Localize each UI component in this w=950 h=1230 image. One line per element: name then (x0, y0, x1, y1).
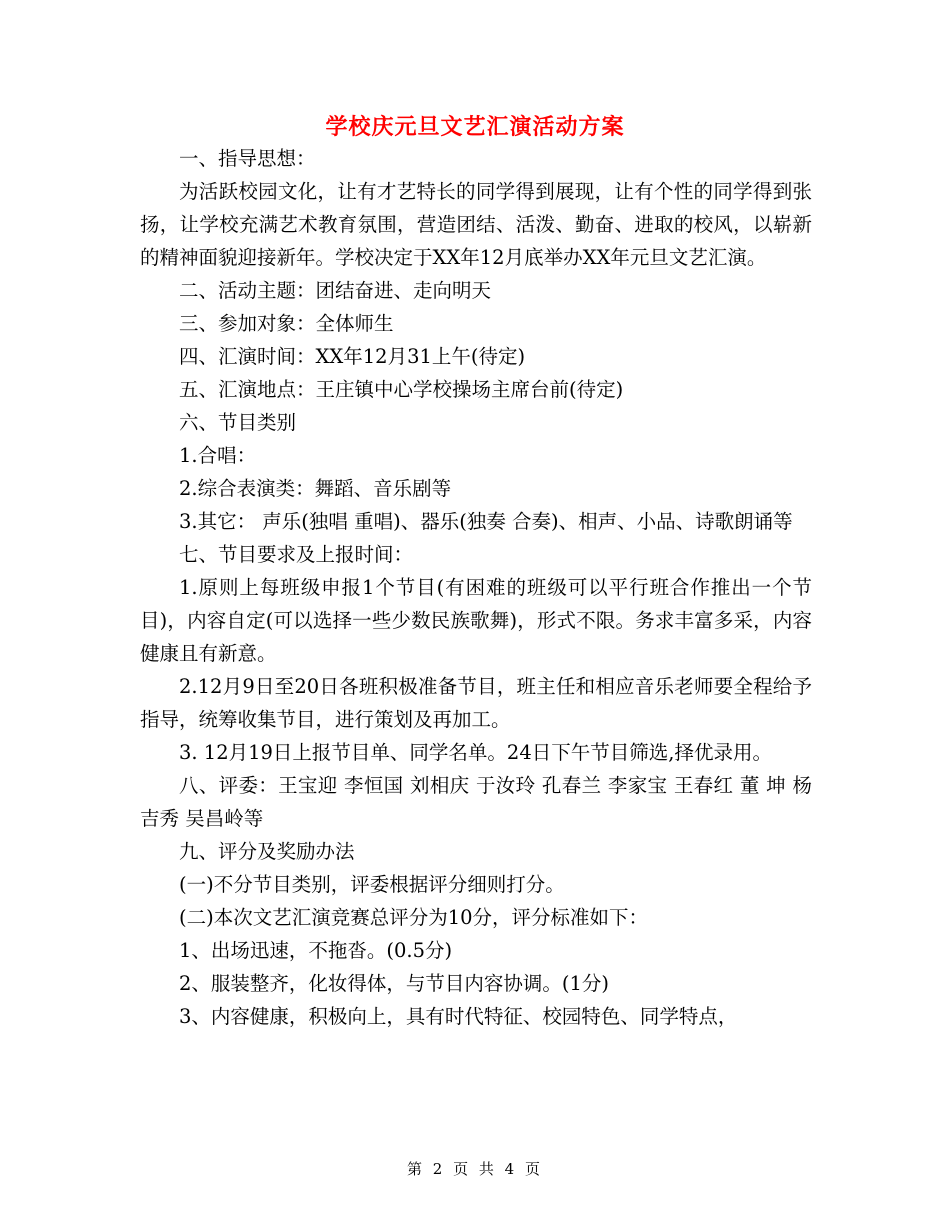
document-title: 学校庆元旦文艺汇演活动方案 (325, 114, 625, 140)
paragraph: 2、服装整齐，化妆得体，与节目内容协调。(1分) (179, 972, 610, 995)
document-body (140, 142, 812, 1033)
paragraph: (二)本次文艺汇演竞赛总评分为10分，评分标准如下： (179, 906, 649, 929)
paragraph: 五、汇演地点：王庄镇中心学校操场主席台前(待定) (179, 378, 624, 401)
paragraph: 七、节目要求及上报时间： (179, 543, 414, 566)
paragraph: 六、节目类别 (179, 411, 297, 434)
paragraph: 2.综合表演类：舞蹈、音乐剧等 (179, 477, 452, 500)
paragraph: 3、内容健康，积极向上，具有时代特征、校园特色、同学特点， (179, 1005, 738, 1028)
paragraph: 二、活动主题：团结奋进、走向明天 (179, 279, 492, 302)
paragraph: 一、指导思想： (179, 147, 316, 170)
paragraph: 1.原则上每班级申报1个节目(有困难的班级可以平行班合作推出一个节目)，内容自定(可以选择一些少数民族歌舞)，形式不限。务求丰富多采，内容健康且有新意。 (140, 576, 812, 665)
paragraph: 1.合唱： (179, 444, 257, 467)
paragraph: 四、汇演时间：XX年12月31上午(待定) (179, 345, 526, 368)
paragraph: 1、出场迅速，不拖沓。(0.5分) (179, 939, 453, 962)
paragraph: 八、评委：王宝迎 李恒国 刘相庆 于汝玲 孔春兰 李家宝 王春红 董 坤 杨吉秀 吴昌岭等 (140, 774, 812, 830)
paragraph: 3.其它： 声乐(独唱 重唱)、器乐(独奏 合奏)、相声、小品、诗歌朗诵等 (179, 510, 793, 533)
paragraph: (一)不分节目类别，评委根据评分细则打分。 (179, 873, 565, 896)
paragraph: 三、参加对象：全体师生 (179, 312, 394, 335)
paragraph: 3. 12月19日上报节目单、同学名单。24日下午节目筛选,择优录用。 (179, 741, 772, 764)
paragraph: 2.12月9日至20日各班积极准备节目，班主任和相应音乐老师要全程给予指导，统筹收集节目，进行策划及再加工。 (140, 675, 812, 731)
page-number-footer: 第 2 页 共 4 页 (407, 1160, 543, 1178)
paragraph: 为活跃校园文化，让有才艺特长的同学得到展现，让有个性的同学得到张扬，让学校充满艺术教育氛围，营造团结、活泼、勤奋、进取的校风，以崭新的精神面貌迎接新年。学校决定于XX年12月底举办XX年元旦文艺汇演。 (140, 180, 812, 269)
paragraph: 九、评分及奖励办法 (179, 840, 355, 863)
